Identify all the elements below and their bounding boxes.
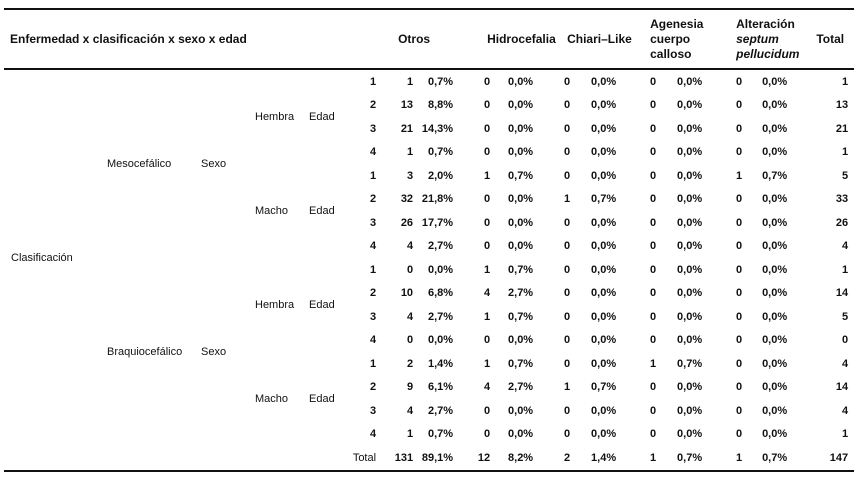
cell-otros-n: 13 xyxy=(400,99,414,112)
cell-hidrocefalia-pct: 0,7% xyxy=(508,310,534,323)
cell-chiari-pct: 0,0% xyxy=(591,146,617,159)
cell-chiari-pct: 0,0% xyxy=(591,99,617,112)
header-row xyxy=(4,9,854,69)
cell-chiari-n: 0 xyxy=(563,357,571,370)
cell-agenesia-pct: 0,0% xyxy=(677,428,703,441)
cell-total: 4 xyxy=(842,357,849,370)
cell-alteracion-pct: 0,0% xyxy=(762,216,788,229)
row-label-macho: Macho xyxy=(255,205,289,217)
cell-total: 5 xyxy=(842,169,849,182)
cell-chiari-pct: 0,0% xyxy=(591,310,617,323)
cell-agenesia-n: 0 xyxy=(649,146,657,159)
cell-otros-n: 1 xyxy=(406,75,414,88)
cell-chiari-pct: 0,0% xyxy=(591,428,617,441)
cell-agenesia-pct: 0,0% xyxy=(677,381,703,394)
cell-otros-n: 32 xyxy=(400,193,414,206)
cell-agenesia-pct: 0,0% xyxy=(677,287,703,300)
cell-hidrocefalia-pct: 2,7% xyxy=(508,287,534,300)
cell-agenesia-n: 0 xyxy=(649,334,657,347)
row-label-clasificacion: Clasificación xyxy=(11,252,73,264)
cell-hidrocefalia-pct: 0,0% xyxy=(508,240,534,253)
cell-hidrocefalia-n: 1 xyxy=(483,263,491,276)
cell-alteracion-pct: 0,0% xyxy=(762,357,788,370)
cell-edad-value: 3 xyxy=(369,310,377,323)
row-label-edad: Edad xyxy=(309,393,335,405)
cell-alteracion-n: 0 xyxy=(736,381,743,394)
cell-otros-n: 10 xyxy=(400,287,414,300)
cell-chiari-pct: 0,0% xyxy=(591,263,617,276)
cell-alteracion-pct: 0,0% xyxy=(762,310,788,323)
cell-hidrocefalia-pct: 0,0% xyxy=(508,216,534,229)
cell-chiari-n: 1 xyxy=(563,381,571,394)
cell-hidrocefalia-n: 4 xyxy=(483,287,491,300)
row-label-edad: Edad xyxy=(309,111,335,123)
cell-agenesia-n: 0 xyxy=(649,240,657,253)
cell-agenesia-pct: 0,7% xyxy=(677,357,703,370)
cell-otros-n: 26 xyxy=(400,216,414,229)
col-header-alteracion-top: Alteración xyxy=(736,16,795,31)
cell-agenesia-pct: 0,0% xyxy=(677,99,703,112)
cell-otros-pct: 1,4% xyxy=(428,357,454,370)
cell-agenesia-pct: 0,0% xyxy=(677,334,703,347)
cell-otros-pct: 6,1% xyxy=(428,381,454,394)
cell-hidrocefalia-pct: 0,0% xyxy=(508,428,534,441)
row-label-edad: Edad xyxy=(309,299,335,311)
col-header-hidrocefalia: Hidrocefalia xyxy=(459,9,539,69)
col-header-alteracion-septum-pellucidum xyxy=(708,9,800,69)
cell-alteracion-pct: 0,0% xyxy=(762,428,788,441)
cell-hidrocefalia-n: 0 xyxy=(483,75,491,88)
cell-hidrocefalia-n: 0 xyxy=(483,334,491,347)
cell-alteracion-n: 0 xyxy=(736,216,743,229)
cell-otros-n: 2 xyxy=(406,357,414,370)
cell-agenesia-n: 0 xyxy=(649,310,657,323)
cell-agenesia-pct: 0,0% xyxy=(677,404,703,417)
cell-agenesia-pct: 0,0% xyxy=(677,75,703,88)
cell-chiari-n: 0 xyxy=(563,287,571,300)
col-header-otros: Otros xyxy=(382,9,459,69)
col-header-agenesia-cuerpo-calloso: Agenesia cuerpo calloso xyxy=(622,9,708,69)
cell-alteracion-pct: 0,0% xyxy=(762,122,788,135)
cell-alteracion-pct: 0,0% xyxy=(762,404,788,417)
cell-alteracion-pct: 0,0% xyxy=(762,263,788,276)
cell-total: 14 xyxy=(835,381,849,394)
cell-alteracion-n: 0 xyxy=(736,75,743,88)
cell-alteracion-n: 1 xyxy=(708,446,748,471)
cell-agenesia-n: 0 xyxy=(649,381,657,394)
cell-chiari-n: 0 xyxy=(563,263,571,276)
cell-agenesia-pct: 0,0% xyxy=(677,122,703,135)
cell-agenesia-pct: 0,0% xyxy=(677,263,703,276)
cell-agenesia-pct: 0,0% xyxy=(677,216,703,229)
cell-total: 147 xyxy=(793,446,854,471)
cell-hidrocefalia-pct: 0,0% xyxy=(508,334,534,347)
cell-chiari-n: 1 xyxy=(563,193,571,206)
cell-otros-pct: 0,0% xyxy=(428,334,454,347)
cell-chiari-pct: 0,7% xyxy=(591,193,617,206)
cell-agenesia-n: 0 xyxy=(649,122,657,135)
cell-edad-value: 4 xyxy=(369,334,377,347)
cell-edad-value: 2 xyxy=(369,287,377,300)
cell-alteracion-pct: 0,7% xyxy=(748,446,793,471)
row-label-hembra: Hembra xyxy=(255,299,295,311)
cell-alteracion-n: 0 xyxy=(736,357,743,370)
cell-alteracion-n: 0 xyxy=(736,263,743,276)
cell-otros-pct: 2,0% xyxy=(428,169,454,182)
cell-edad-value: 1 xyxy=(369,357,377,370)
row-label-sexo: Sexo xyxy=(201,346,227,358)
cell-otros-pct: 21,8% xyxy=(421,193,454,206)
cell-chiari-pct: 0,0% xyxy=(591,75,617,88)
cell-total: 21 xyxy=(835,122,849,135)
cell-edad-value: 1 xyxy=(369,75,377,88)
cell-chiari-pct: 0,0% xyxy=(591,122,617,135)
cell-otros-pct: 0,7% xyxy=(428,146,454,159)
row-label-macho: Macho xyxy=(255,393,289,405)
cell-alteracion-n: 0 xyxy=(736,334,743,347)
cell-alteracion-n: 0 xyxy=(736,193,743,206)
cell-agenesia-n: 0 xyxy=(649,404,657,417)
cell-chiari-n: 0 xyxy=(563,334,571,347)
cell-otros-n: 21 xyxy=(400,122,414,135)
cell-agenesia-pct: 0,0% xyxy=(677,146,703,159)
col-header-alteracion-italic: septum pellucidum xyxy=(736,31,800,61)
cell-edad-value: 2 xyxy=(369,381,377,394)
cell-chiari-n: 0 xyxy=(563,169,571,182)
cell-otros-pct: 0,7% xyxy=(428,75,454,88)
cell-total: 26 xyxy=(835,216,849,229)
cell-chiari-n: 0 xyxy=(563,122,571,135)
cell-alteracion-n: 0 xyxy=(736,99,743,112)
cell-chiari-n: 0 xyxy=(563,99,571,112)
cell-otros-pct: 89,1% xyxy=(419,446,459,471)
cell-hidrocefalia-pct: 0,0% xyxy=(508,146,534,159)
cell-alteracion-n: 0 xyxy=(736,146,743,159)
cell-agenesia-pct: 0,7% xyxy=(662,446,708,471)
cell-total: 4 xyxy=(842,404,849,417)
cell-hidrocefalia-pct: 0,7% xyxy=(508,357,534,370)
col-header-total: Total xyxy=(793,9,854,69)
cell-edad-value: 3 xyxy=(369,122,377,135)
cell-total: 1 xyxy=(842,146,849,159)
cell-otros-n: 0 xyxy=(406,263,414,276)
cell-otros-n: 4 xyxy=(406,404,414,417)
cell-total: 1 xyxy=(842,428,849,441)
cell-hidrocefalia-pct: 0,0% xyxy=(508,75,534,88)
cell-otros-n: 4 xyxy=(406,310,414,323)
cell-otros-n: 0 xyxy=(406,334,414,347)
cell-hidrocefalia-n: 0 xyxy=(483,193,491,206)
cell-chiari-pct: 0,0% xyxy=(591,334,617,347)
row-label-sexo: Sexo xyxy=(201,158,227,170)
cell-alteracion-pct: 0,0% xyxy=(762,193,788,206)
cell-chiari-pct: 0,0% xyxy=(591,240,617,253)
cell-agenesia-pct: 0,0% xyxy=(677,240,703,253)
cell-edad-value: 2 xyxy=(369,99,377,112)
cell-hidrocefalia-n: 0 xyxy=(483,404,491,417)
cell-edad-value: 1 xyxy=(369,169,377,182)
cell-agenesia-pct: 0,0% xyxy=(677,193,703,206)
cell-alteracion-pct: 0,0% xyxy=(762,146,788,159)
cell-chiari-pct: 0,0% xyxy=(591,169,617,182)
cell-edad-value: 1 xyxy=(369,263,377,276)
cell-otros-n: 1 xyxy=(406,428,414,441)
cell-alteracion-n: 0 xyxy=(736,287,743,300)
cell-edad-value: 3 xyxy=(369,216,377,229)
cell-otros-pct: 6,8% xyxy=(428,287,454,300)
cell-alteracion-pct: 0,7% xyxy=(762,169,788,182)
col-header-chiari-like: Chiari–Like xyxy=(539,9,622,69)
cell-chiari-pct: 0,0% xyxy=(591,216,617,229)
cell-hidrocefalia-n: 0 xyxy=(483,99,491,112)
cell-otros-n: 3 xyxy=(406,169,414,182)
cell-hidrocefalia-pct: 0,0% xyxy=(508,404,534,417)
cell-alteracion-n: 1 xyxy=(736,169,743,182)
cell-total: 1 xyxy=(842,75,849,88)
cell-chiari-pct: 0,0% xyxy=(591,404,617,417)
cell-hidrocefalia-pct: 0,0% xyxy=(508,193,534,206)
cell-hidrocefalia-pct: 0,7% xyxy=(508,169,534,182)
table-title: Enfermedad x clasificación x sexo x edad xyxy=(4,9,382,69)
cell-otros-pct: 2,7% xyxy=(428,404,454,417)
cell-hidrocefalia-n: 0 xyxy=(483,428,491,441)
cell-hidrocefalia-pct: 0,0% xyxy=(508,99,534,112)
cell-edad-value: 4 xyxy=(369,428,377,441)
cell-chiari-pct: 0,0% xyxy=(591,287,617,300)
cell-edad-value: 4 xyxy=(369,240,377,253)
cell-otros-pct: 0,7% xyxy=(428,428,454,441)
cell-otros-n: 1 xyxy=(406,146,414,159)
cell-chiari-n: 0 xyxy=(563,146,571,159)
cell-chiari-n: 0 xyxy=(563,404,571,417)
cell-otros-pct: 14,3% xyxy=(421,122,454,135)
cell-otros-n: 9 xyxy=(406,381,414,394)
cell-alteracion-n: 0 xyxy=(736,428,743,441)
cell-total: 1 xyxy=(842,263,849,276)
table-row xyxy=(4,69,854,94)
cell-otros-n: 131 xyxy=(382,446,419,471)
cell-hidrocefalia-pct: 2,7% xyxy=(508,381,534,394)
cell-hidrocefalia-n: 1 xyxy=(483,310,491,323)
cell-alteracion-pct: 0,0% xyxy=(762,287,788,300)
cell-agenesia-n: 1 xyxy=(622,446,662,471)
cell-otros-pct: 2,7% xyxy=(428,310,454,323)
cell-otros-pct: 2,7% xyxy=(428,240,454,253)
cell-hidrocefalia-n: 1 xyxy=(483,357,491,370)
cell-agenesia-n: 0 xyxy=(649,75,657,88)
cell-alteracion-n: 0 xyxy=(736,310,743,323)
cell-agenesia-n: 0 xyxy=(649,287,657,300)
cell-chiari-n: 2 xyxy=(539,446,576,471)
cell-agenesia-n: 0 xyxy=(649,169,657,182)
cell-chiari-pct: 1,4% xyxy=(576,446,622,471)
cell-alteracion-n: 0 xyxy=(736,404,743,417)
cell-hidrocefalia-n: 0 xyxy=(483,240,491,253)
cell-edad-value: 4 xyxy=(369,146,377,159)
cell-total: 33 xyxy=(835,193,849,206)
cell-otros-pct: 17,7% xyxy=(421,216,454,229)
cell-alteracion-pct: 0,0% xyxy=(762,381,788,394)
cell-alteracion-n: 0 xyxy=(736,240,743,253)
cell-agenesia-pct: 0,0% xyxy=(677,169,703,182)
cell-hidrocefalia-pct: 0,7% xyxy=(508,263,534,276)
data-table xyxy=(4,8,854,472)
cell-hidrocefalia-pct: 8,2% xyxy=(496,446,539,471)
cell-alteracion-pct: 0,0% xyxy=(762,240,788,253)
total-row xyxy=(4,446,854,471)
table-row xyxy=(4,258,854,282)
row-label-braquiocefalico: Braquiocefálico xyxy=(107,346,183,358)
cell-total: 0 xyxy=(842,334,849,347)
cell-chiari-n: 0 xyxy=(563,216,571,229)
cell-agenesia-pct: 0,0% xyxy=(677,310,703,323)
cell-total: 13 xyxy=(835,99,849,112)
cell-alteracion-pct: 0,0% xyxy=(762,99,788,112)
cell-otros-n: 4 xyxy=(406,240,414,253)
cell-otros-pct: 0,0% xyxy=(428,263,454,276)
cell-chiari-n: 0 xyxy=(563,240,571,253)
cell-hidrocefalia-n: 4 xyxy=(483,381,491,394)
cell-chiari-n: 0 xyxy=(563,75,571,88)
cell-chiari-pct: 0,7% xyxy=(591,381,617,394)
cell-total: 5 xyxy=(842,310,849,323)
cell-hidrocefalia-n: 0 xyxy=(483,216,491,229)
total-row-label: Total xyxy=(302,446,382,471)
cell-chiari-pct: 0,0% xyxy=(591,357,617,370)
cell-hidrocefalia-n: 12 xyxy=(459,446,496,471)
cell-edad-value: 2 xyxy=(369,193,377,206)
cell-edad-value: 3 xyxy=(369,404,377,417)
cell-chiari-n: 0 xyxy=(563,310,571,323)
cell-total: 4 xyxy=(842,240,849,253)
cell-chiari-n: 0 xyxy=(563,428,571,441)
cell-alteracion-pct: 0,0% xyxy=(762,75,788,88)
total-row-spacer xyxy=(4,446,302,471)
cell-agenesia-n: 0 xyxy=(649,99,657,112)
cell-hidrocefalia-n: 0 xyxy=(483,122,491,135)
cell-total: 14 xyxy=(835,287,849,300)
cell-agenesia-n: 0 xyxy=(649,428,657,441)
cell-otros-pct: 8,8% xyxy=(428,99,454,112)
cell-hidrocefalia-pct: 0,0% xyxy=(508,122,534,135)
row-label-mesocefalico: Mesocefálico xyxy=(107,158,172,170)
cell-alteracion-pct: 0,0% xyxy=(762,334,788,347)
cell-alteracion-n: 0 xyxy=(736,122,743,135)
cell-agenesia-n: 1 xyxy=(649,357,657,370)
cell-hidrocefalia-n: 0 xyxy=(483,146,491,159)
cell-hidrocefalia-n: 1 xyxy=(483,169,491,182)
cell-agenesia-n: 0 xyxy=(649,263,657,276)
cell-agenesia-n: 0 xyxy=(649,193,657,206)
row-label-hembra: Hembra xyxy=(255,111,295,123)
row-label-edad: Edad xyxy=(309,205,335,217)
cell-agenesia-n: 0 xyxy=(649,216,657,229)
